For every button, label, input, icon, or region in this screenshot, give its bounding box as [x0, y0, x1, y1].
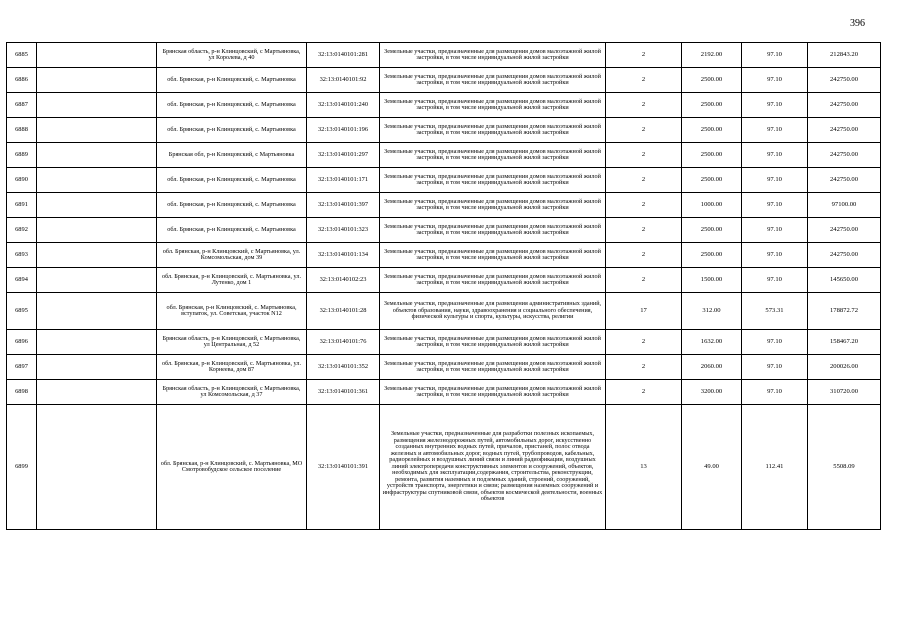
land-use-cell: Земельные участки, предназначенные для размещения домов малоэтажной жилой застройки, в том числе индивидуальной жилой застройки — [380, 268, 606, 293]
land-registry-table — [6, 42, 881, 530]
cadastral-value-cell: 97100.00 — [808, 193, 881, 218]
blank-cell — [37, 268, 157, 293]
blank-cell — [37, 243, 157, 268]
group-code-cell: 2 — [606, 93, 682, 118]
group-code-cell: 2 — [606, 268, 682, 293]
group-code-cell: 13 — [606, 405, 682, 530]
address-cell: обл. Брянская, р-н Клинцовский, с. Мартьяновка — [157, 218, 307, 243]
group-code-cell: 2 — [606, 193, 682, 218]
table-row — [7, 43, 881, 68]
rate-cell: 97.10 — [742, 168, 808, 193]
land-use-cell: Земельные участки, предназначенные для разработки полезных ископаемых, размещения железнодорожных путей, автомобильных дорог, искусственно созданных внутренних водных путей, причалов, пристаней, полос отвода железных и автомобильных дорог, водных путей, трубопроводов, кабельных, радиорелейных и воздушных линий связи и линий радиофикации, воздушных линий электропередачи конструктивных элементов и сооружений, объектов, необходимых для эксплуатации,содержания, строительства, реконструкции, ремонта, развития наземных и подземных зданий, строений, сооружений, устройств транспорта, энергетики и связи; размещения наземных сооружений и инфраструктуры спутниковой связи, объектов космической деятельности, военных объектов — [380, 405, 606, 530]
rate-cell: 97.10 — [742, 143, 808, 168]
cadastral-number-cell: 32:13:0140101:361 — [307, 380, 380, 405]
table-row — [7, 218, 881, 243]
cadastral-number-cell: 32:13:0140101:134 — [307, 243, 380, 268]
group-code-cell: 2 — [606, 68, 682, 93]
row-number: 6898 — [7, 380, 37, 405]
group-code-cell: 2 — [606, 118, 682, 143]
table-row — [7, 168, 881, 193]
row-number: 6897 — [7, 355, 37, 380]
rate-cell: 97.10 — [742, 68, 808, 93]
row-number: 6892 — [7, 218, 37, 243]
area-cell: 2500.00 — [682, 143, 742, 168]
table-row — [7, 118, 881, 143]
cadastral-number-cell: 32:13:0140102:23 — [307, 268, 380, 293]
table-row — [7, 355, 881, 380]
table-row — [7, 293, 881, 330]
cadastral-number-cell: 32:13:0140101:28 — [307, 293, 380, 330]
group-code-cell: 2 — [606, 243, 682, 268]
land-use-cell: Земельные участки, предназначенные для размещения домов малоэтажной жилой застройки, в том числе индивидуальной жилой застройки — [380, 193, 606, 218]
cadastral-number-cell: 32:13:0140101:297 — [307, 143, 380, 168]
row-number: 6891 — [7, 193, 37, 218]
cadastral-value-cell: 158467.20 — [808, 330, 881, 355]
cadastral-number-cell: 32:13:0140101:323 — [307, 218, 380, 243]
rate-cell: 97.10 — [742, 330, 808, 355]
cadastral-number-cell: 32:13:0140101:171 — [307, 168, 380, 193]
area-cell: 2060.00 — [682, 355, 742, 380]
row-number: 6890 — [7, 168, 37, 193]
cadastral-value-cell: 242750.00 — [808, 118, 881, 143]
row-number: 6888 — [7, 118, 37, 143]
cadastral-number-cell: 32:13:0140101:240 — [307, 93, 380, 118]
row-number: 6899 — [7, 405, 37, 530]
row-number: 6894 — [7, 268, 37, 293]
land-use-cell: Земельные участки, предназначенные для размещения домов малоэтажной жилой застройки, в том числе индивидуальной жилой застройки — [380, 355, 606, 380]
cadastral-value-cell: 242750.00 — [808, 218, 881, 243]
blank-cell — [37, 293, 157, 330]
area-cell: 2500.00 — [682, 218, 742, 243]
address-cell: обл. Брянская, р-н Клинцовский, с. Мартьяновка — [157, 68, 307, 93]
address-cell: Брянская обл, р-н Клинцовский, с Мартьяновка — [157, 143, 307, 168]
blank-cell — [37, 43, 157, 68]
group-code-cell: 2 — [606, 330, 682, 355]
cadastral-value-cell: 242750.00 — [808, 68, 881, 93]
group-code-cell: 2 — [606, 380, 682, 405]
cadastral-value-cell: 212843.20 — [808, 43, 881, 68]
area-cell: 2500.00 — [682, 243, 742, 268]
address-cell: Брянская область, р-н Клинцовский, с Мартьяновка, ул Центральная, д 52 — [157, 330, 307, 355]
cadastral-value-cell: 242750.00 — [808, 93, 881, 118]
cadastral-value-cell: 242750.00 — [808, 143, 881, 168]
rate-cell: 97.10 — [742, 243, 808, 268]
area-cell: 2500.00 — [682, 168, 742, 193]
cadastral-number-cell: 32:13:0140101:391 — [307, 405, 380, 530]
table-row — [7, 93, 881, 118]
address-cell: Брянская область, р-н Клинцовский, с Мартьяновка, ул Комсомольская, д 37 — [157, 380, 307, 405]
land-use-cell: Земельные участки, предназначенные для размещения административных зданий, объектов образования, науки, здравоохранения и социального обеспечения, физической культуры и спорта, культуры, искусства, религии — [380, 293, 606, 330]
table-row — [7, 193, 881, 218]
address-cell: обл. Брянская, р-н Клинцовский, с. Мартьяновка — [157, 93, 307, 118]
group-code-cell: 2 — [606, 355, 682, 380]
group-code-cell: 2 — [606, 143, 682, 168]
blank-cell — [37, 405, 157, 530]
land-use-cell: Земельные участки, предназначенные для размещения домов малоэтажной жилой застройки, в том числе индивидуальной жилой застройки — [380, 168, 606, 193]
land-use-cell: Земельные участки, предназначенные для размещения домов малоэтажной жилой застройки, в том числе индивидуальной жилой застройки — [380, 243, 606, 268]
cadastral-number-cell: 32:13:0140101:196 — [307, 118, 380, 143]
cadastral-value-cell: 5508.09 — [808, 405, 881, 530]
blank-cell — [37, 118, 157, 143]
address-cell: обл. Брянская, р-н Клинцовский, с. Мартьяновка — [157, 168, 307, 193]
address-cell: Брянская область, р-н Клинцовский, с Мартьяновка, ул Королева, д 40 — [157, 43, 307, 68]
table-row — [7, 143, 881, 168]
table-row — [7, 243, 881, 268]
rate-cell: 97.10 — [742, 268, 808, 293]
address-cell: обл. Брянская, р-н Клинцовский, с. Мартьяновка, ул. Корнеева, дом 87 — [157, 355, 307, 380]
land-use-cell: Земельные участки, предназначенные для размещения домов малоэтажной жилой застройки, в том числе индивидуальной жилой застройки — [380, 93, 606, 118]
group-code-cell: 2 — [606, 43, 682, 68]
rate-cell: 97.10 — [742, 193, 808, 218]
blank-cell — [37, 218, 157, 243]
page-number: 396 — [850, 18, 865, 29]
land-use-cell: Земельные участки, предназначенные для размещения домов малоэтажной жилой застройки, в том числе индивидуальной жилой застройки — [380, 380, 606, 405]
cadastral-number-cell: 32:13:0140101:281 — [307, 43, 380, 68]
blank-cell — [37, 330, 157, 355]
group-code-cell: 2 — [606, 218, 682, 243]
cadastral-value-cell: 145650.00 — [808, 268, 881, 293]
table-row — [7, 380, 881, 405]
rate-cell: 97.10 — [742, 93, 808, 118]
area-cell: 2500.00 — [682, 118, 742, 143]
cadastral-value-cell: 200026.00 — [808, 355, 881, 380]
area-cell: 1000.00 — [682, 193, 742, 218]
cadastral-number-cell: 32:13:0140101:397 — [307, 193, 380, 218]
area-cell: 1632.00 — [682, 330, 742, 355]
row-number: 6896 — [7, 330, 37, 355]
cadastral-value-cell: 242750.00 — [808, 168, 881, 193]
address-cell: обл. Брянская, р-н Клинцовский, с. Мартьяновка, вступаток, ул. Советская, участок N12 — [157, 293, 307, 330]
rate-cell: 97.10 — [742, 355, 808, 380]
row-number: 6895 — [7, 293, 37, 330]
row-number: 6885 — [7, 43, 37, 68]
blank-cell — [37, 380, 157, 405]
address-cell: обл. Брянская, р-н Клинцовский, с. Мартьяновка — [157, 118, 307, 143]
land-use-cell: Земельные участки, предназначенные для размещения домов малоэтажной жилой застройки, в том числе индивидуальной жилой застройки — [380, 43, 606, 68]
area-cell: 1500.00 — [682, 268, 742, 293]
table-row — [7, 405, 881, 530]
rate-cell: 112.41 — [742, 405, 808, 530]
group-code-cell: 2 — [606, 168, 682, 193]
address-cell: обл. Брянская, р-н Клинцовский, с Мартьяновка, ул. Комсомольская, дом 39 — [157, 243, 307, 268]
land-use-cell: Земельные участки, предназначенные для размещения домов малоэтажной жилой застройки, в том числе индивидуальной жилой застройки — [380, 143, 606, 168]
row-number: 6893 — [7, 243, 37, 268]
cadastral-value-cell: 310720.00 — [808, 380, 881, 405]
blank-cell — [37, 68, 157, 93]
blank-cell — [37, 355, 157, 380]
rate-cell: 97.10 — [742, 118, 808, 143]
area-cell: 312.00 — [682, 293, 742, 330]
blank-cell — [37, 93, 157, 118]
address-cell: обл. Брянская, р-н Клинцовский, с. Мартьяновка, ул. Лутенко, дом 1 — [157, 268, 307, 293]
cadastral-number-cell: 32:13:0140101:352 — [307, 355, 380, 380]
rate-cell: 97.10 — [742, 218, 808, 243]
row-number: 6889 — [7, 143, 37, 168]
address-cell: обл. Брянская, р-н Клинцовский, с. Мартьяновка — [157, 193, 307, 218]
cadastral-number-cell: 32:13:0140101:92 — [307, 68, 380, 93]
row-number: 6886 — [7, 68, 37, 93]
table-row — [7, 68, 881, 93]
table-row — [7, 268, 881, 293]
land-use-cell: Земельные участки, предназначенные для размещения домов малоэтажной жилой застройки, в том числе индивидуальной жилой застройки — [380, 330, 606, 355]
land-use-cell: Земельные участки, предназначенные для размещения домов малоэтажной жилой застройки, в том числе индивидуальной жилой застройки — [380, 218, 606, 243]
rate-cell: 97.10 — [742, 380, 808, 405]
land-use-cell: Земельные участки, предназначенные для размещения домов малоэтажной жилой застройки, в том числе индивидуальной жилой застройки — [380, 68, 606, 93]
area-cell: 2500.00 — [682, 68, 742, 93]
blank-cell — [37, 143, 157, 168]
group-code-cell: 17 — [606, 293, 682, 330]
blank-cell — [37, 193, 157, 218]
area-cell: 2192.00 — [682, 43, 742, 68]
blank-cell — [37, 168, 157, 193]
land-use-cell: Земельные участки, предназначенные для размещения домов малоэтажной жилой застройки, в том числе индивидуальной жилой застройки — [380, 118, 606, 143]
address-cell: обл. Брянская, р-н Клинцовский, с. Мартьяновка, МО Смотровобудское сельское поселение — [157, 405, 307, 530]
area-cell: 2500.00 — [682, 93, 742, 118]
cadastral-value-cell: 178872.72 — [808, 293, 881, 330]
rate-cell: 97.10 — [742, 43, 808, 68]
rate-cell: 573.31 — [742, 293, 808, 330]
cadastral-number-cell: 32:13:0140101:76 — [307, 330, 380, 355]
table-row — [7, 330, 881, 355]
area-cell: 3200.00 — [682, 380, 742, 405]
cadastral-value-cell: 242750.00 — [808, 243, 881, 268]
row-number: 6887 — [7, 93, 37, 118]
area-cell: 49.00 — [682, 405, 742, 530]
